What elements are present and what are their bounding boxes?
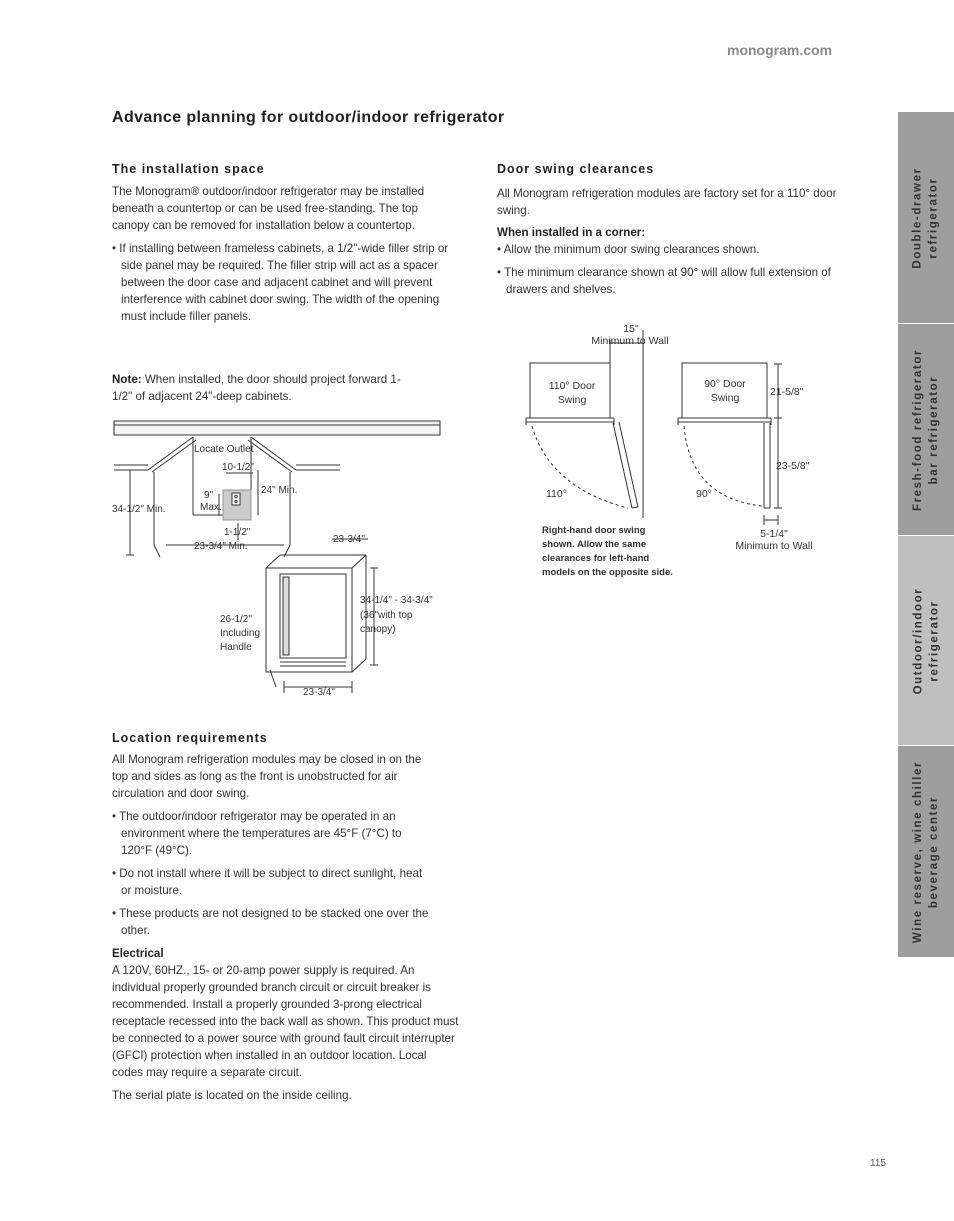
dim-10-1-2-label: 10-1/2": [222, 462, 254, 473]
tab-outdoor-indoor[interactable]: [898, 536, 954, 745]
dim-depth-line: [270, 670, 276, 687]
dim-9-label: 9": [204, 490, 214, 501]
location-bullet: • Do not install where it will be subject to direct sunlight, heat or moisture.: [112, 867, 423, 897]
page-title: Advance planning for outdoor/indoor refrigerator: [112, 109, 505, 126]
location-bullet: • The outdoor/indoor refrigerator may be operated in an environment where the temperatures are 45°F (7°C) to 120°F (49°C).: [112, 810, 402, 857]
wall-label: Minimum to Wall: [591, 335, 669, 347]
tab-label: Fresh-food refrigerator bar refrigerator: [912, 348, 941, 511]
swing-caption: clearances for left-hand: [542, 553, 650, 564]
door-swing-heading: Door swing clearances: [497, 162, 655, 176]
door-swing-bullet: • The minimum clearance shown at 90° will allow full extension of drawers and shelves.: [497, 266, 831, 296]
location-intro: All Monogram refrigeration modules may be closed in on the top and sides as long as the front is unobstructed for air circulation and door swing.: [112, 753, 422, 800]
refrigerator-top-edge: [266, 555, 280, 568]
electrical-heading: Electrical: [112, 947, 164, 960]
dim-34-1-2-label: 34-1/2" Min.: [112, 504, 166, 515]
countertop: [114, 421, 440, 435]
page-number: 115: [870, 1158, 886, 1169]
side-clearance-label: 5-1/4": [760, 528, 788, 540]
swing-caption: Right-hand door swing: [542, 525, 646, 536]
section-tabs: [898, 112, 954, 957]
door-90-label: 90° Door: [704, 378, 746, 390]
door-90-label: Swing: [710, 392, 740, 404]
cabinet-90-outline: [682, 363, 767, 418]
installation-intro: The Monogram® outdoor/indoor refrigerator may be installed beneath a countertop or can be used free-standing. The top canopy can be removed for installation below a countertop.: [112, 185, 425, 232]
dim-height-label: 34-1/4" - 34-3/4": [360, 595, 433, 606]
site-url[interactable]: monogram.com: [727, 42, 833, 58]
cabinet-side-left: [152, 440, 196, 472]
wall-label: 15": [623, 323, 639, 335]
outlet-receptacle: [232, 493, 240, 505]
dim-23-3-4-min-label: 23-3/4" Min.: [194, 541, 248, 552]
tab-double-drawer[interactable]: [898, 112, 954, 323]
installation-note: [112, 371, 412, 405]
tab-label: Wine reserve, wine chiller beverage center: [912, 760, 940, 943]
dim-depth-label: Handle: [220, 642, 252, 653]
installation-body: [112, 183, 457, 325]
electrical-text: A 120V, 60HZ., 15- or 20-amp power supply is required. An individual properly grounded branch circuit or circuit breaker is recommended. Install a properly grounded 3-prong electrical receptacle recessed into the back wall as shown. This product must be connected to a power source with ground fault circuit interrupter (GFCI) protection when installed in an outdoor location. Local codes may require a separate circuit.: [112, 964, 459, 1079]
dim-bottom-width-label: 23-3/4": [303, 687, 335, 698]
dim-9-label: Max.: [200, 502, 222, 513]
location-heading: Location requirements: [112, 731, 268, 745]
installation-bullet: • If installing between frameless cabinets, a 1/2"-wide filler strip or side panel may be required. The filler strip will act as a spacer between the door case and adjacent cabinet and will prevent interference with cabinet door swing. The width of the opening must include filler panels.: [112, 242, 449, 323]
tab-fresh-food[interactable]: [898, 324, 954, 535]
location-bullet: • These products are not designed to be stacked one over the other.: [112, 907, 429, 937]
door-110-edge: [632, 507, 638, 508]
refrigerator-handle: [283, 577, 289, 655]
dim-a-label: 21-5/8": [770, 386, 804, 398]
swing-caption: shown. Allow the same: [542, 539, 647, 550]
note-text: When installed, the door should project forward 1-1/2" of adjacent 24"-deep cabinets.: [112, 373, 401, 403]
dim-top-width-label: 23-3/4": [333, 534, 365, 545]
refrigerator-bottom-edge: [352, 659, 366, 672]
door-110-label: 110° Door: [548, 380, 596, 392]
dim-height-label: (36"with top: [360, 610, 413, 621]
tab-label: Outdoor/indoor refrigerator: [912, 587, 940, 694]
dim-depth-label: Including: [220, 628, 261, 639]
outlet-label: Locate Outlet: [194, 444, 254, 455]
angle-90-label: 90°: [696, 488, 712, 500]
cabinet-side-left: [148, 437, 193, 470]
door-swing-body: [497, 185, 847, 298]
corner-subheading: When installed in a corner:: [497, 226, 646, 239]
cabinet-side-right: [251, 437, 296, 470]
side-clearance-label: Minimum to Wall: [735, 540, 813, 552]
dim-1-1-2-label: 1-1/2": [224, 527, 251, 538]
location-body: [112, 751, 459, 1104]
opening-left-floor: [154, 545, 160, 557]
angle-110-label: 110°: [546, 488, 567, 500]
door-swing-intro: All Monogram refrigeration modules are factory set for a 110° door swing.: [497, 187, 837, 217]
cabinet-side-right: [248, 440, 292, 472]
door-110-label: Swing: [557, 394, 587, 406]
refrigerator-door: [280, 574, 346, 658]
installation-heading: The installation space: [112, 162, 265, 176]
dim-height-label: canopy): [360, 624, 396, 635]
dim-24-label: 24" Min.: [261, 485, 298, 496]
swing-caption: models on the opposite side.: [542, 567, 673, 578]
installation-diagram: [108, 415, 453, 705]
door-swing-bullet: • Allow the minimum door swing clearances shown.: [497, 243, 760, 256]
refrigerator-body: [266, 568, 352, 672]
tab-label: Double-drawer refrigerator: [912, 166, 940, 269]
note-label: Note:: [112, 373, 142, 386]
tab-wine-reserve[interactable]: [898, 746, 954, 957]
door-swing-diagram: [520, 318, 820, 588]
serial-plate-text: The serial plate is located on the inside ceiling.: [112, 1089, 352, 1102]
dim-b-label: 23-5/8": [776, 460, 810, 472]
refrigerator-top-edge: [352, 555, 366, 568]
dim-depth-label: 26-1/2": [220, 614, 252, 625]
